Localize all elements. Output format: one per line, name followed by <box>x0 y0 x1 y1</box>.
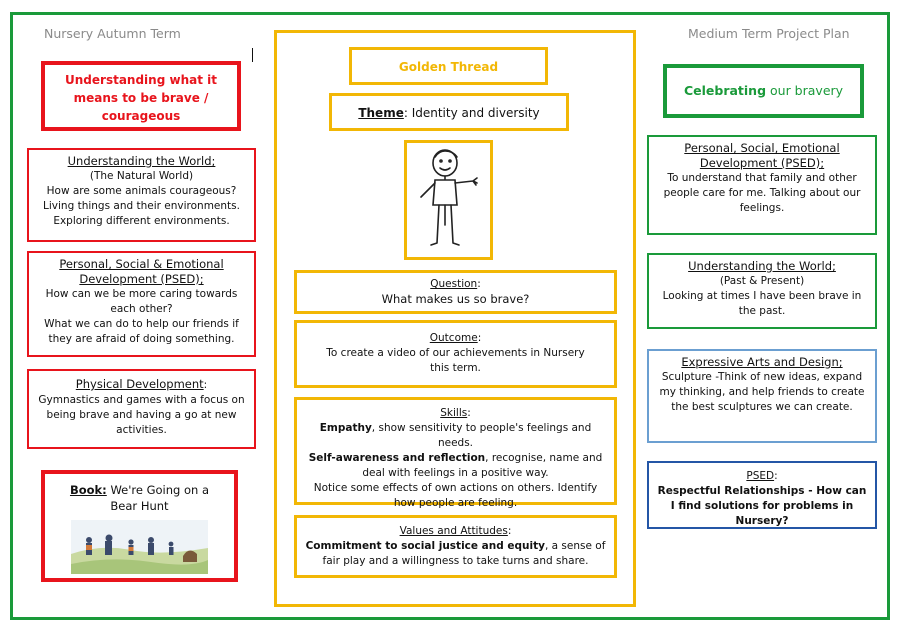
skills-box <box>294 397 617 509</box>
theme-box <box>329 93 569 131</box>
utw-line-3: Exploring different environments. <box>53 215 230 227</box>
psed-right-box <box>647 135 877 235</box>
book-title: We're Going on a Bear Hunt <box>110 483 210 513</box>
theme-label: Theme <box>358 106 404 120</box>
brave-box: Understanding what it means to be brave / courageous <box>41 61 241 131</box>
values-heading: Values and Attitudes <box>399 525 508 537</box>
physical-development-box <box>27 369 256 449</box>
psed2-colon: : <box>774 470 778 482</box>
stick-figure-icon <box>407 143 490 257</box>
skills-heading: Skills <box>440 407 468 419</box>
bear-hunt-illustration <box>71 520 208 574</box>
celebrating-bold: Celebrating <box>683 83 767 98</box>
ead-text: Sculpture -Think of new ideas, expand my thinking, and help friends to create the best sculptures we can create. <box>659 371 865 413</box>
utw-right-text: Looking at times I have been brave in the past. <box>662 290 862 317</box>
skills-empathy: Empathy <box>319 422 372 434</box>
skills-self-awareness-text: , recognise, name and deal with feelings in a positive way. <box>362 452 603 479</box>
utw-past-present-box <box>647 253 877 329</box>
golden-thread-box: Golden Thread <box>349 47 548 85</box>
psed2-heading: PSED <box>746 470 775 482</box>
skills-empathy-text: , show sensitivity to people's feelings and needs. <box>371 422 592 449</box>
question-text: What makes us so brave? <box>381 292 530 306</box>
outcome-heading: Outcome <box>429 332 478 344</box>
physical-heading-colon: : <box>203 379 208 391</box>
book-box <box>41 470 238 582</box>
utw-heading: Understanding the World; <box>67 154 216 168</box>
psed-relationships-box <box>647 461 877 529</box>
physical-heading: Physical Development <box>75 377 204 391</box>
utw-natural-world-box <box>27 148 256 242</box>
question-box <box>294 270 617 314</box>
utw-line-1: How are some animals courageous? <box>46 185 237 197</box>
psed-left-line-1: How can we be more caring towards each other? <box>45 288 238 315</box>
values-attitudes-box <box>294 515 617 578</box>
psed-left-box <box>27 251 256 357</box>
utw-line-2: Living things and their environments. <box>43 200 240 212</box>
psed-left-line-2: What we can do to help our friends if they are afraid of doing something. <box>44 318 239 345</box>
text-cursor <box>252 48 253 62</box>
utw-sub: (The Natural World) <box>89 170 194 182</box>
right-header-title: Medium Term Project Plan <box>688 26 850 41</box>
values-text: , a sense of fair play and a willingness to take turns and share. <box>322 540 606 567</box>
skills-notice-text: Notice some effects of own actions on others. Identify how people are feeling. <box>313 482 598 509</box>
expressive-arts-box <box>647 349 877 443</box>
celebrating-box <box>663 64 864 118</box>
values-bold: Commitment to social justice and equity <box>305 540 545 552</box>
utw-right-heading: Understanding the World; <box>688 259 836 273</box>
question-colon: : <box>477 278 481 290</box>
book-label: Book: <box>69 483 107 497</box>
physical-text: Gymnastics and games with a focus on being brave and having a go at new activities. <box>38 394 245 436</box>
outcome-text: To create a video of our achievements in Nursery this term. <box>326 347 585 374</box>
psed-left-heading: Personal, Social & Emotional Development (PSED); <box>59 257 224 286</box>
theme-value: : Identity and diversity <box>403 106 540 120</box>
skills-colon: : <box>467 407 471 419</box>
psed2-text: Respectful Relationships - How can I find solutions for problems in Nursery? <box>657 485 867 527</box>
values-colon: : <box>507 525 512 537</box>
left-header-title: Nursery Autumn Term <box>44 26 181 41</box>
ead-heading: Expressive Arts and Design; <box>681 355 843 369</box>
psed-right-text: To understand that family and other people care for me. Talking about our feelings. <box>663 172 861 214</box>
stick-figure-box <box>404 140 493 260</box>
outcome-colon: : <box>477 332 482 344</box>
celebrating-rest: our bravery <box>766 83 844 98</box>
question-heading: Question <box>430 278 478 290</box>
skills-self-awareness: Self-awareness and reflection <box>308 452 486 464</box>
psed-right-heading: Personal, Social, Emotional Development (PSED); <box>684 141 840 170</box>
utw-right-sub: (Past & Present) <box>719 275 805 287</box>
outcome-box <box>294 320 617 388</box>
